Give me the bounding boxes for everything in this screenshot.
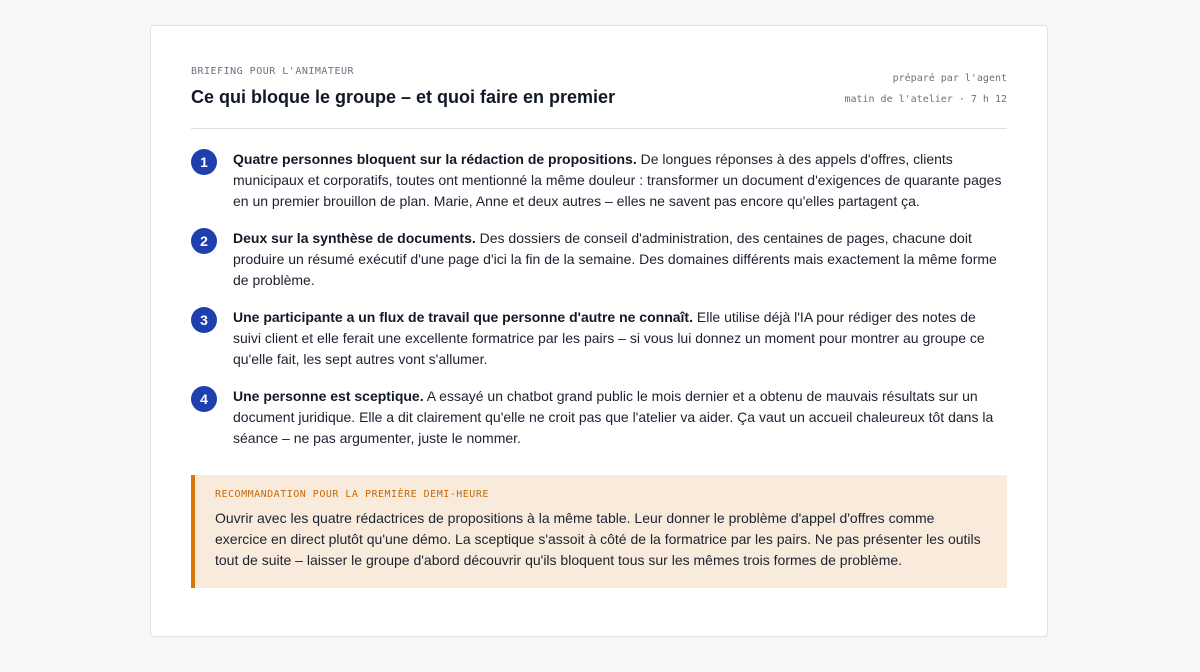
list-item (191, 149, 1007, 212)
item-body: A essayé un chatbot grand public le mois dernier et a obtenu de mauvais résultats sur un document juridique. Elle a dit clairement qu'elle ne croit pas que l'atelier va aider. Ça vaut un accueil chaleureux tôt dans la séance – ne pas argumenter, juste le nommer. (233, 388, 994, 446)
item-body: Des dossiers de conseil d'administration, des centaines de pages, chacune doit produire un résumé exécutif d'une page d'ici la fin de la semaine. Des domaines différents mais exactement la même forme de problème. (233, 230, 997, 288)
item-body: De longues réponses à des appels d'offres, clients municipaux et corporatifs, toutes ont mentionné la même douleur : transformer un document d'exigences de quarante pages en un premier brouillon de plan. Marie, Anne et deux autres – elles ne savent pas encore qu'elles partagent ça. (233, 151, 1002, 209)
number-badge: 1 (191, 149, 217, 175)
meta-info (844, 66, 1007, 110)
list-item (191, 307, 1007, 370)
item-lead: Quatre personnes bloquent sur la rédaction de propositions. (233, 151, 637, 167)
recommendation-label: RECOMMANDATION POUR LA PREMIÈRE DEMI-HEURE (215, 489, 489, 500)
item-body: Elle utilise déjà l'IA pour rédiger des notes de suivi client et elle ferait une excellente formatrice par les pairs – si vous lui donnez un moment pour montrer au groupe ce qu'elle fait, les sept autres vont s'allumer. (233, 309, 985, 367)
number-badge: 4 (191, 386, 217, 412)
findings-list (191, 149, 1007, 449)
item-lead: Une participante a un flux de travail que personne d'autre ne connaît. (233, 309, 693, 325)
item-lead: Deux sur la synthèse de documents. (233, 230, 476, 246)
number-badge: 2 (191, 228, 217, 254)
item-lead: Une personne est sceptique. (233, 388, 424, 404)
briefing-card (150, 25, 1048, 637)
page-title: Ce qui bloque le groupe – et quoi faire en premier (191, 87, 616, 107)
list-item (191, 386, 1007, 449)
list-item (191, 228, 1007, 291)
briefing-header (191, 66, 1007, 129)
timestamp: matin de l'atelier · 7 h 12 (844, 94, 1007, 105)
recommendation-text: Ouvrir avec les quatre rédactrices de propositions à la même table. Leur donner le problème d'appel d'offres comme exercice en direct plutôt qu'une démo. La sceptique s'assoit à côté de la formatrice par les pairs. Ne pas présenter les outils tout de suite – laisser le groupe d'abord découvrir qu'ils bloquent tous sur les mêmes trois formes de problème. (215, 510, 981, 568)
prepared-by: préparé par l'agent (892, 73, 1007, 84)
recommendation-callout (191, 475, 1007, 588)
number-badge: 3 (191, 307, 217, 333)
eyebrow-label: BRIEFING POUR L'ANIMATEUR (191, 66, 355, 77)
